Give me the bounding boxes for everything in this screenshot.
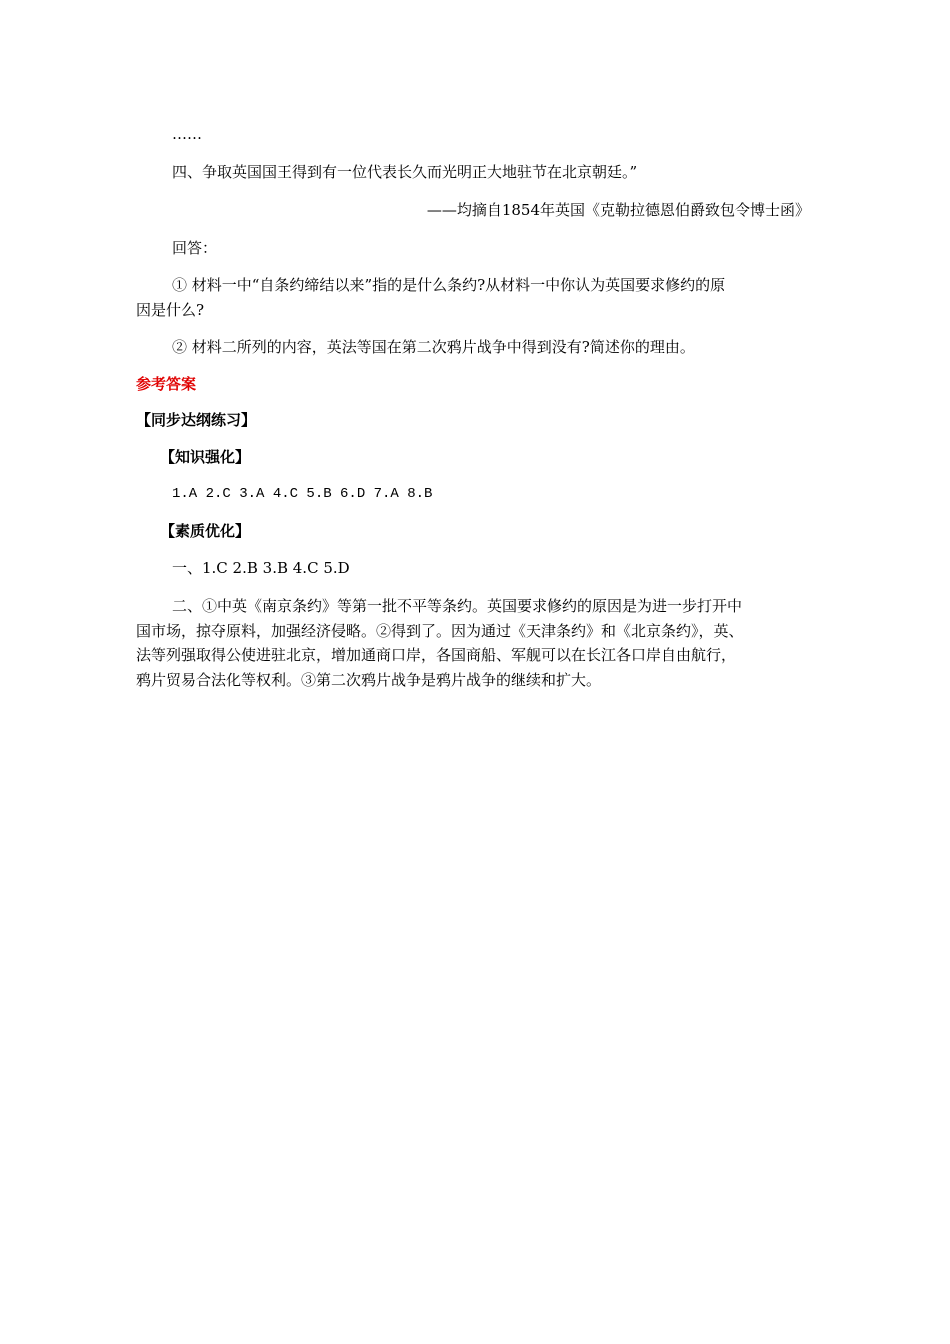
section-quality-heading: 【素质优化】 bbox=[160, 522, 251, 540]
question-2: ② 材料二所列的内容，英法等国在第二次鸦片战争中得到没有?简述你的理由。 bbox=[172, 338, 695, 356]
ellipsis-text: …… bbox=[172, 125, 202, 143]
material-item-four: 四、争取英国国王得到有一位代表长久而光明正大地驻节在北京朝廷。” bbox=[172, 163, 638, 181]
answer-prompt: 回答： bbox=[172, 239, 218, 257]
question-1-line-1: ① 材料一中“自条约缔结以来”指的是什么条约?从材料一中你认为英国要求修约的原 bbox=[172, 276, 726, 294]
quality-part-2-line-3: 法等列强取得公使进驻北京，增加通商口岸，各国商船、军舰可以在长江各口岸自由航行， bbox=[136, 646, 737, 664]
quality-part-2-line-1: 二、①中英《南京条约》等第一批不平等条约。英国要求修约的原因是为进一步打开中 bbox=[172, 597, 743, 615]
section-sync-heading: 【同步达纲练习】 bbox=[136, 411, 257, 429]
question-1-line-2: 因是什么? bbox=[136, 301, 205, 319]
quality-part-2-line-2: 国市场，掠夺原料，加强经济侵略。②得到了。因为通过《天津条约》和《北京条约》，英、 bbox=[136, 622, 744, 640]
quality-part-1: 一、1.C 2.B 3.B 4.C 5.D bbox=[172, 559, 350, 577]
section-knowledge-heading: 【知识强化】 bbox=[160, 448, 251, 466]
answers-heading: 参考答案 bbox=[136, 375, 197, 393]
quality-part-2-line-4: 鸦片贸易合法化等权利。③第二次鸦片战争是鸦片战争的继续和扩大。 bbox=[136, 671, 602, 689]
knowledge-answers: 1.A 2.C 3.A 4.C 5.B 6.D 7.A 8.B bbox=[172, 486, 433, 502]
material-source: ——均摘自1854年英国《克勒拉德恩伯爵致包令博士函》 bbox=[426, 201, 810, 219]
